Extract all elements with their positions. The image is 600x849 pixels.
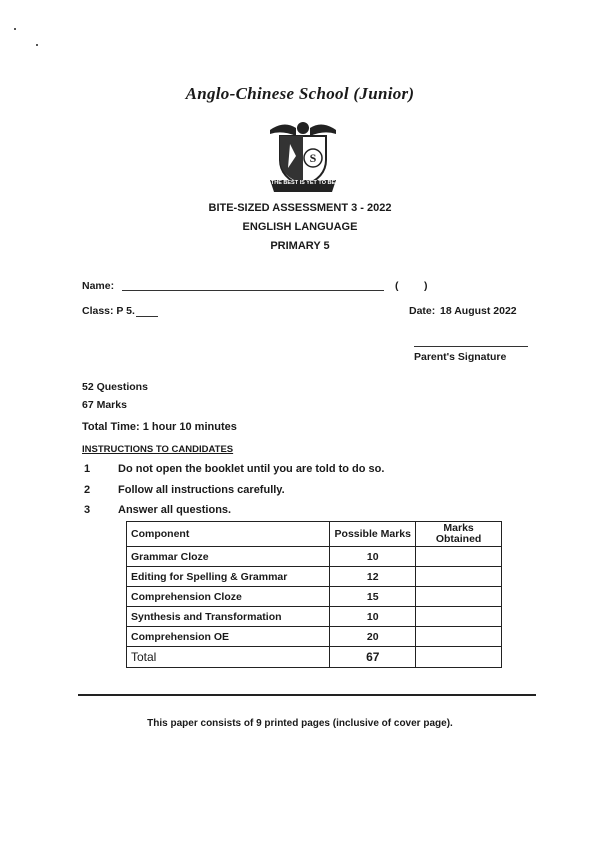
- total-time: Total Time: 1 hour 10 minutes: [82, 421, 237, 433]
- component-name: Editing for Spelling & Grammar: [127, 567, 330, 587]
- table-header-row: [127, 522, 502, 547]
- question-count: 52 Questions: [82, 381, 148, 393]
- possible-marks: 12: [330, 567, 416, 587]
- instruction-number: 2: [84, 484, 91, 496]
- total-obtained-cell[interactable]: [416, 647, 502, 668]
- component-name: Comprehension OE: [127, 627, 330, 647]
- component-name: Grammar Cloze: [127, 547, 330, 567]
- class-field[interactable]: [136, 316, 158, 317]
- class-label: Class: P 5.: [82, 305, 135, 317]
- column-header-component: Component: [127, 522, 330, 547]
- register-close-paren: ): [424, 280, 428, 292]
- column-header-possible-marks: Possible Marks: [330, 522, 416, 547]
- possible-marks: 10: [330, 547, 416, 567]
- signature-field[interactable]: [414, 346, 528, 347]
- possible-marks: 10: [330, 607, 416, 627]
- crest-motto: THE BEST IS YET TO BE: [270, 180, 336, 186]
- level-title: PRIMARY 5: [270, 240, 330, 252]
- marks-obtained-cell[interactable]: [416, 627, 502, 647]
- scan-mark: [36, 44, 38, 46]
- school-name: Anglo-Chinese School (Junior): [185, 84, 415, 103]
- name-field[interactable]: [122, 290, 384, 291]
- svg-text:S: S: [309, 151, 317, 165]
- divider: [78, 694, 536, 696]
- signature-label: Parent's Signature: [414, 351, 507, 363]
- table-row: [127, 567, 502, 587]
- name-label: Name:: [82, 280, 115, 292]
- column-header-marks-obtained: Marks Obtained: [416, 522, 502, 547]
- instruction-text: Answer all questions.: [118, 504, 232, 516]
- marks-obtained-cell[interactable]: [416, 587, 502, 607]
- table-row: [127, 547, 502, 567]
- possible-marks: 15: [330, 587, 416, 607]
- date-label: Date:: [409, 305, 436, 317]
- instructions-heading: INSTRUCTIONS TO CANDIDATES: [82, 444, 234, 455]
- instruction-number: 1: [84, 463, 91, 475]
- page-count-note: This paper consists of 9 printed pages (inclusive of cover page).: [147, 718, 453, 729]
- table-row: [127, 627, 502, 647]
- marks-obtained-cell[interactable]: [416, 607, 502, 627]
- instruction-number: 3: [84, 504, 91, 516]
- total-marks: 67 Marks: [82, 399, 127, 411]
- possible-marks: 20: [330, 627, 416, 647]
- scan-mark: [14, 28, 16, 30]
- total-possible-marks: 67: [330, 647, 416, 668]
- total-row: [127, 647, 502, 668]
- register-open-paren: (: [395, 280, 399, 292]
- table-row: [127, 607, 502, 627]
- marks-obtained-cell[interactable]: [416, 547, 502, 567]
- component-name: Synthesis and Transformation: [127, 607, 330, 627]
- date-value: 18 August 2022: [440, 305, 517, 317]
- assessment-title: BITE-SIZED ASSESSMENT 3 - 2022: [208, 202, 392, 214]
- total-label: Total: [127, 647, 330, 668]
- table-row: [127, 587, 502, 607]
- instruction-text: Follow all instructions carefully.: [118, 484, 285, 496]
- component-name: Comprehension Cloze: [127, 587, 330, 607]
- marks-obtained-cell[interactable]: [416, 567, 502, 587]
- marks-table: [126, 521, 502, 668]
- subject-title: ENGLISH LANGUAGE: [242, 221, 358, 233]
- instruction-text: Do not open the booklet until you are told to do so.: [118, 463, 385, 475]
